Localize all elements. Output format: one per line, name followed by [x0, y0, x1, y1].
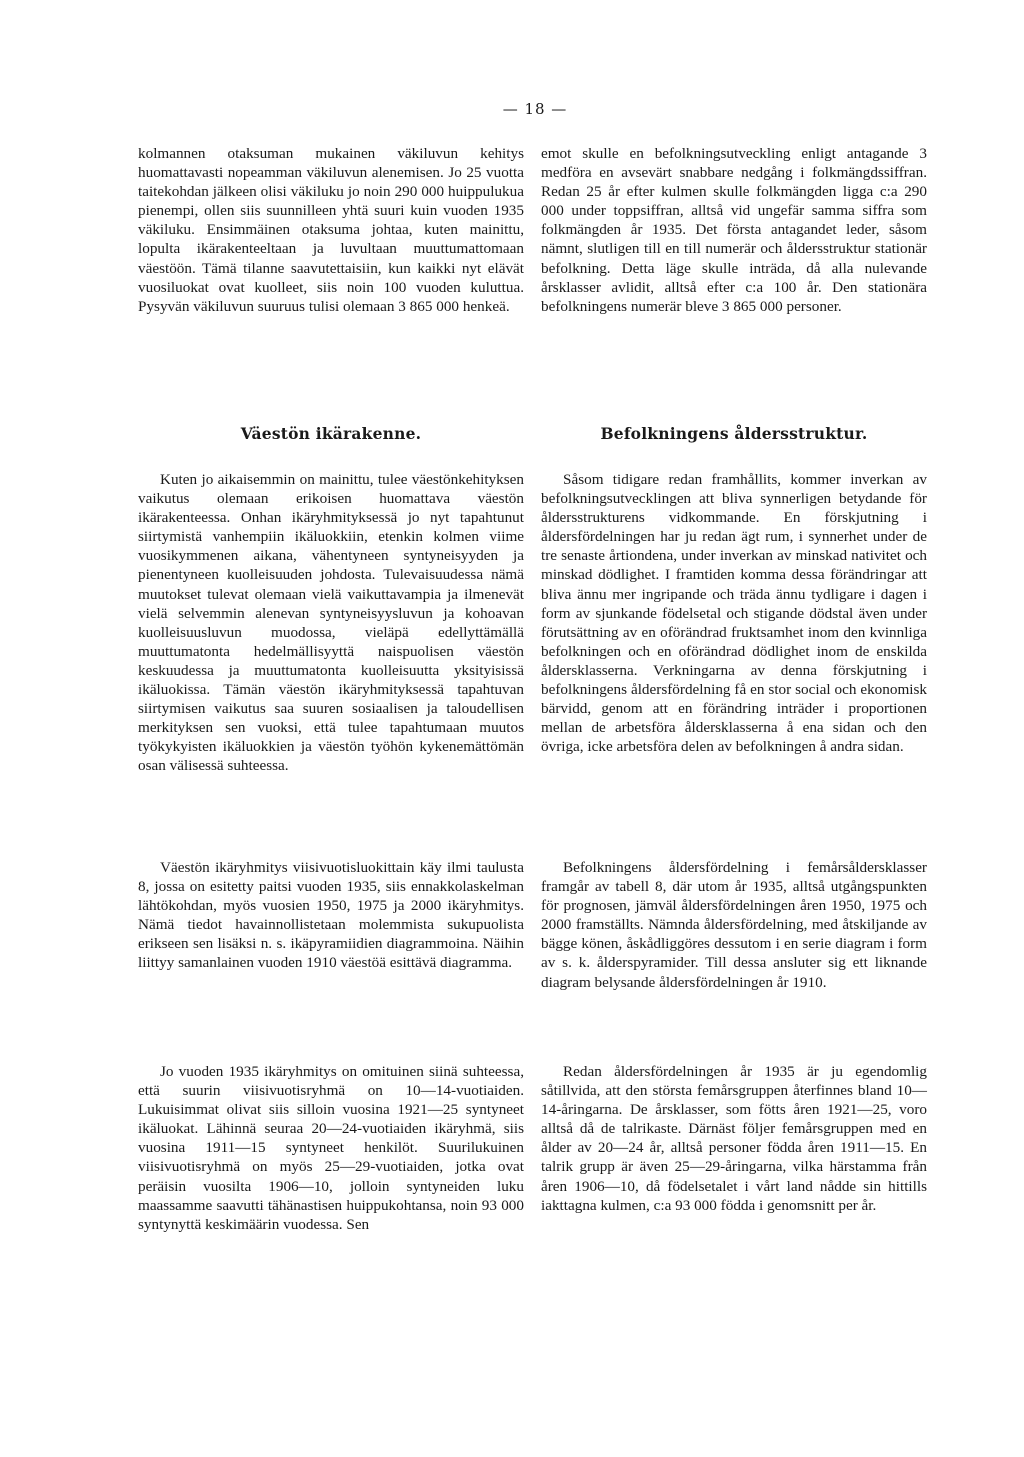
- right-column-section-3: [541, 1062, 927, 1215]
- paragraph: Redan åldersfördelningen år 1935 är ju egendomlig såtillvida, att den största femårsgruppen återfinnes bland 10—14-åringarna. De årsklasser, som fötts åren 1921—25, voro alltså då de talrikaste. Därnäst följer femårsgruppen med en ålder av 20—24 år, alltså personer födda åren 1911—15. En talrik grupp är även 25—29-åringarna, vilka härstamma från åren 1906—10, då födelsetalet i vårt land nådde sin hittills iakttagna kulmen, c:a 93 000 födda i genomsnitt per år.: [541, 1063, 927, 1214]
- page-number: — 18 —: [502, 100, 568, 118]
- paragraph: Befolkningens åldersfördelning i femårsåldersklasser framgår av tabell 8, där utom år 1935, alltså utgångspunkten för prognosen, jämväl åldersfördelningen åren 1950, 1975 och 2000 framställts. Nämnda åldersfördelning, med åtskiljande av bägge könen, åskådliggöres dessutom i en serie diagram i form av s. k. ålderspyramider. Till dessa ansluter sig ett liknande diagram belysande åldersfördelningen år 1910.: [541, 859, 927, 991]
- left-column-section-2: [138, 858, 524, 973]
- left-column-section-3: [138, 1062, 524, 1234]
- right-column-section-1: [541, 470, 927, 756]
- paragraph: Såsom tidigare redan framhållits, kommer inverkan av befolkningsutvecklingen att bliva synnerligen betydande för åldersstrukturens vidkommande. En förskjutning i åldersfördelningen har ju redan ägt rum, i synnerhet under de tre senaste årtiondena, under inverkan av minskad nativitet och minskad dödlighet. I framtiden komma dessa förändringar att bliva ännu mer ingripande och träda ännu tydligare i dagen i form av sjunkande födelsetal och stigande dödstal även under förutsättning av en oförändrad fruktsamhet inom den kvinnliga befolkningen och en oförändrad dödlighet inom de enskilda åldersklasserna. Verkningarna av denna förskjutning i befolkningens åldersfördelning få en stor social och ekonomisk bärvidd, genom att en förändring inträder i proportionen mellan de arbetsföra åldersklasserna å ena sidan och den övriga, icke arbetsföra delen av befolkningen å andra sidan.: [541, 471, 927, 756]
- paragraph: Kuten jo aikaisemmin on mainittu, tulee väestönkehityksen vaikutus olemaan erikoisen huomattava väestön ikärakenteessa. Onhan ikäryhmityksessä jo nyt tapahtunut siirtymistä vanhempiin ikäluokkiin, etenkin kolmen viime vuosikymmenen aikana, vähentyneen syntyneisyyden ja pienentyneen kuolleisuuden johdosta. Tulevaisuudessa nämä muutokset tulevat olemaan vielä vaikuttavampia ja ilmenevät vielä selvemmin alenevan syntyneisyysluvun ja kohoavan kuolleisuusluvun muodossa, vieläpä edellyttämällä muuttumatonta hedelmällisyyttä naispuolisen väestön keskuudessa ja muuttumatonta kuolleisuutta yksityisissä ikäluokissa. Tämän väestön ikäryhmityksessä tapahtuvan siirtymisen vaikutus saa suuren sosiaalisen ja taloudellisen merkityksen sen vuoksi, että tulee tapahtumaan muutos työkykyisten ikäluokkien ja väestön työhön kykenemättömän osan välisessä suhteessa.: [138, 471, 524, 775]
- paragraph: emot skulle en befolkningsutveckling enligt antagande 3 medföra en avsevärt snabbare nedgång i folkmängdssiffran. Redan 25 år efter kulmen skulle folkmängden ligga c:a 290 000 under toppsiffran, alltså vid ungefär samma siffra som folkmängden år 1935. Det första antagandet leder, såsom nämnt, slutligen till en till numerär och åldersstruktur stationär befolkning. Detta läge skulle inträda, då alla nulevande årsklasser avlidit, alltså efter c:a 100 år. Den stationära befolkningens numerär bleve 3 865 000 personer.: [541, 145, 927, 315]
- left-column-intro: [138, 144, 524, 316]
- section-heading-swedish: Befolkningens åldersstruktur.: [600, 424, 868, 443]
- paragraph: kolmannen otaksuman mukainen väkiluvun kehitys huomattavasti nopeamman väkiluvun alenemisen. Jo 25 vuotta taitekohdan jälkeen olisi väkiluku jo noin 290 000 huippulukua pienempi, ollen siis suunnilleen yhtä suuri kuin vuoden 1935 väkiluku. Ensimmäinen otaksuma johtaa, kuten mainittu, lopulta ikärakenteeltaan ja luvultaan muuttumattomaan väestöön. Tämä tilanne saavutettaisiin, kun kaikki nyt elävät vuosiluokat ovat kuolleet, siis noin 100 vuoden kuluttua. Pysyvän väkiluvun suuruus tulisi olemaan 3 865 000 henkeä.: [138, 145, 524, 315]
- section-heading-finnish: Väestön ikärakenne.: [240, 424, 422, 443]
- right-column-section-2: [541, 858, 927, 992]
- left-column-section-1: [138, 470, 524, 776]
- right-column-intro: [541, 144, 927, 316]
- paragraph: Väestön ikäryhmitys viisivuotisluokittain käy ilmi taulusta 8, jossa on esitetty paitsi vuoden 1935, siis ennakkolaskelman lähtökohdan, myös vuosien 1950, 1975 ja 2000 ikäryhmitys. Nämä tiedot havainnollistetaan molemmista sukupuolista erikseen sen lisäksi n. s. ikäpyramiidien diagrammoina. Näihin liittyy samanlainen vuoden 1910 väestöä esittävä diagramma.: [138, 859, 524, 972]
- paragraph: Jo vuoden 1935 ikäryhmitys on omituinen siinä suhteessa, että suurin viisivuotisryhmä on 10—14-vuotiaiden. Lukuisimmat olivat siis silloin vuosina 1921—25 syntyneet ikäluokat. Lähinnä seuraa 20—24-vuotiaiden ikäryhmä, siis vuosina 1911—15 syntyneet henkilöt. Suurilukuinen viisivuotisryhmä on myös 25—29-vuotiaiden, jotka ovat peräisin vuosilta 1906—10, jolloin syntyneiden luku maassamme saavutti tähänastisen huippukohtansa, noin 93 000 syntynyttä keskimäärin vuodessa. Sen: [138, 1063, 524, 1233]
